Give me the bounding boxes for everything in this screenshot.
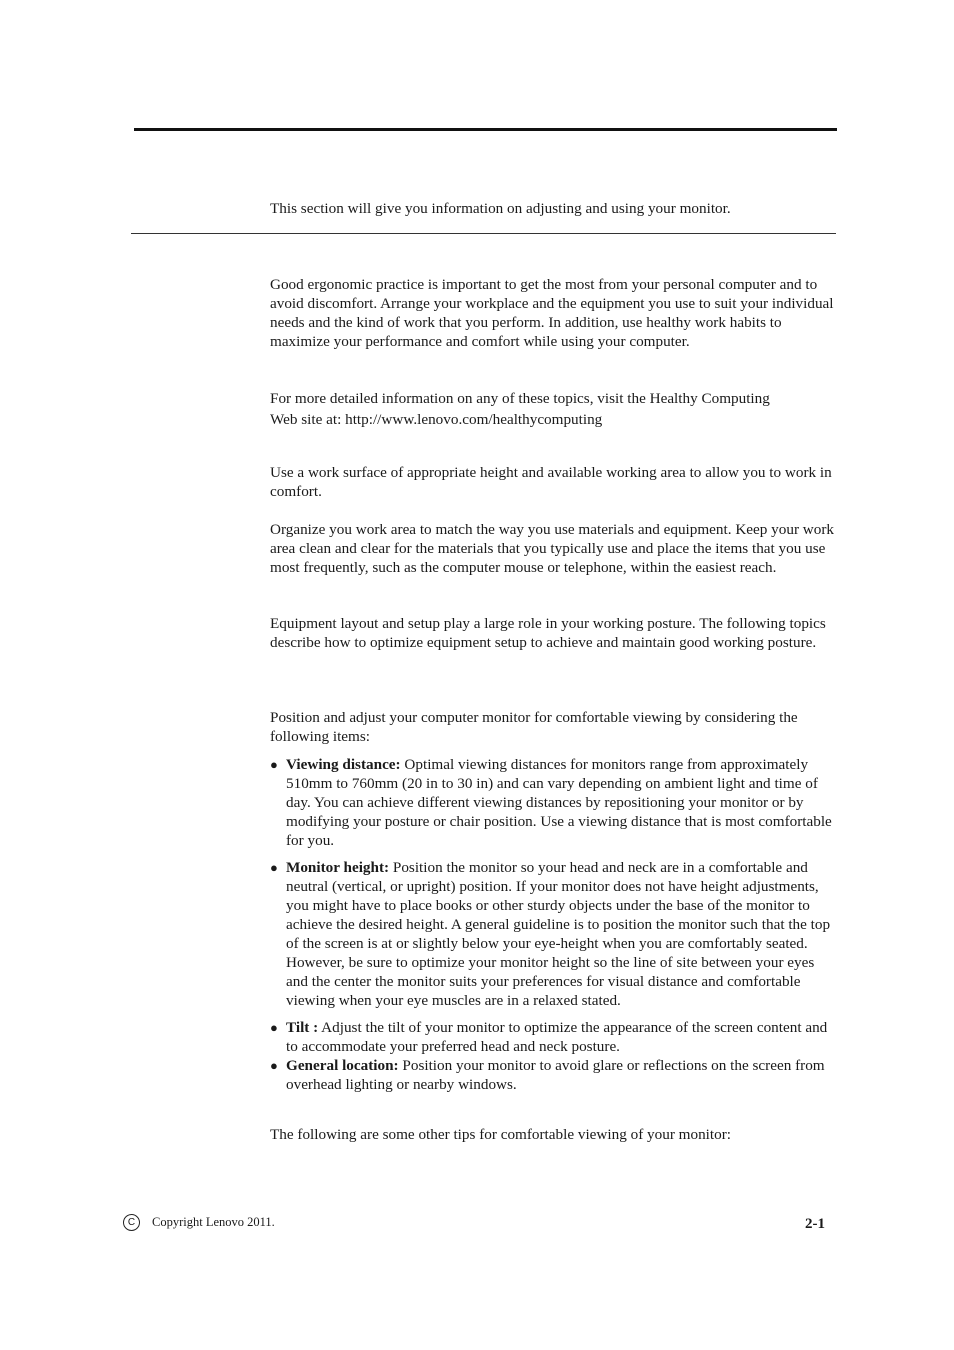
bullet-term: Viewing distance: — [286, 756, 401, 773]
work-area-paragraph: Organize you work area to match the way you use materials and equipment. Keep your work area clean and clear for the materials that you typically use and place the items that you use most frequently, such as the computer mouse or telephone, within the easiest reach. — [270, 521, 835, 576]
top-rule — [134, 128, 837, 131]
section-divider — [131, 233, 836, 234]
monitor-position-paragraph: Position and adjust your computer monitor for comfortable viewing by considering the following items: — [270, 709, 798, 745]
work-surface-paragraph: Use a work surface of appropriate height and available working area to allow you to work in comfort. — [270, 464, 832, 500]
page-number: 2-1 — [805, 1216, 825, 1232]
section-intro: This section will give you information on adjusting and using your monitor. — [270, 200, 731, 217]
bullet-icon: ● — [270, 860, 278, 875]
copyright-icon: C — [123, 1214, 140, 1231]
bullet-term: Tilt : — [286, 1019, 319, 1036]
list-item — [270, 1056, 836, 1094]
list-item — [270, 858, 836, 1010]
bullet-text: Position the monitor so your head and neck are in a comfortable and neutral (vertical, or upright) position. If your monitor does not have height adjustments, you might have to place books or other sturdy objects under the base of the monitor to achieve the desired height. A general guideline is to position the monitor such that the top of the screen is at or slightly below your eye-height when you are comfortably seated. However, be sure to optimize your monitor height so the line of site between your eyes and the center the monitor suits your preferences for visual distance and comfortable viewing when your eye muscles are in a relaxed stated. — [286, 859, 831, 1009]
copyright-text: Copyright Lenovo 2011. — [152, 1215, 275, 1229]
healthy-computing-link[interactable]: Web site at: http://www.lenovo.com/healthycomputing — [270, 411, 603, 428]
bullet-term: General location: — [286, 1057, 399, 1074]
bullet-text: Position your monitor to avoid glare or reflections on the screen from overhead lighting or nearby windows. — [286, 1057, 825, 1093]
list-item — [270, 1018, 836, 1056]
bullet-icon: ● — [270, 1058, 278, 1073]
ergonomics-paragraph: Good ergonomic practice is important to get the most from your personal computer and to avoid discomfort. Arrange your workplace and the equipment you use to suit your individual needs and the kind of work that you perform. In addition, use healthy work habits to maximize your performance and comfort while using your computer. — [270, 276, 834, 350]
list-item — [270, 755, 836, 850]
healthy-computing-line-1: For more detailed information on any of these topics, visit the Healthy Computing — [270, 390, 770, 407]
footer-copyright — [123, 1214, 275, 1231]
monitor-tips-list — [270, 755, 836, 1094]
equipment-layout-paragraph: Equipment layout and setup play a large role in your working posture. The following topics describe how to optimize equipment setup to achieve and maintain good working posture. — [270, 615, 826, 651]
bullet-text: Adjust the tilt of your monitor to optimize the appearance of the screen content and to accommodate your preferred head and neck posture. — [286, 1019, 828, 1055]
bullet-icon: ● — [270, 1020, 278, 1035]
bullet-text: Optimal viewing distances for monitors range from approximately 510mm to 760mm (20 in to 30 in) and can vary depending on ambient light and time of day. You can achieve different viewing distances by repositioning your monitor or by modifying your posture or chair position. Use a viewing distance that is most comfortable for you. — [286, 756, 832, 849]
bullet-icon: ● — [270, 757, 278, 772]
healthy-computing-paragraph — [270, 388, 836, 430]
bullet-term: Monitor height: — [286, 859, 390, 876]
other-tips-paragraph: The following are some other tips for comfortable viewing of your monitor: — [270, 1126, 731, 1143]
